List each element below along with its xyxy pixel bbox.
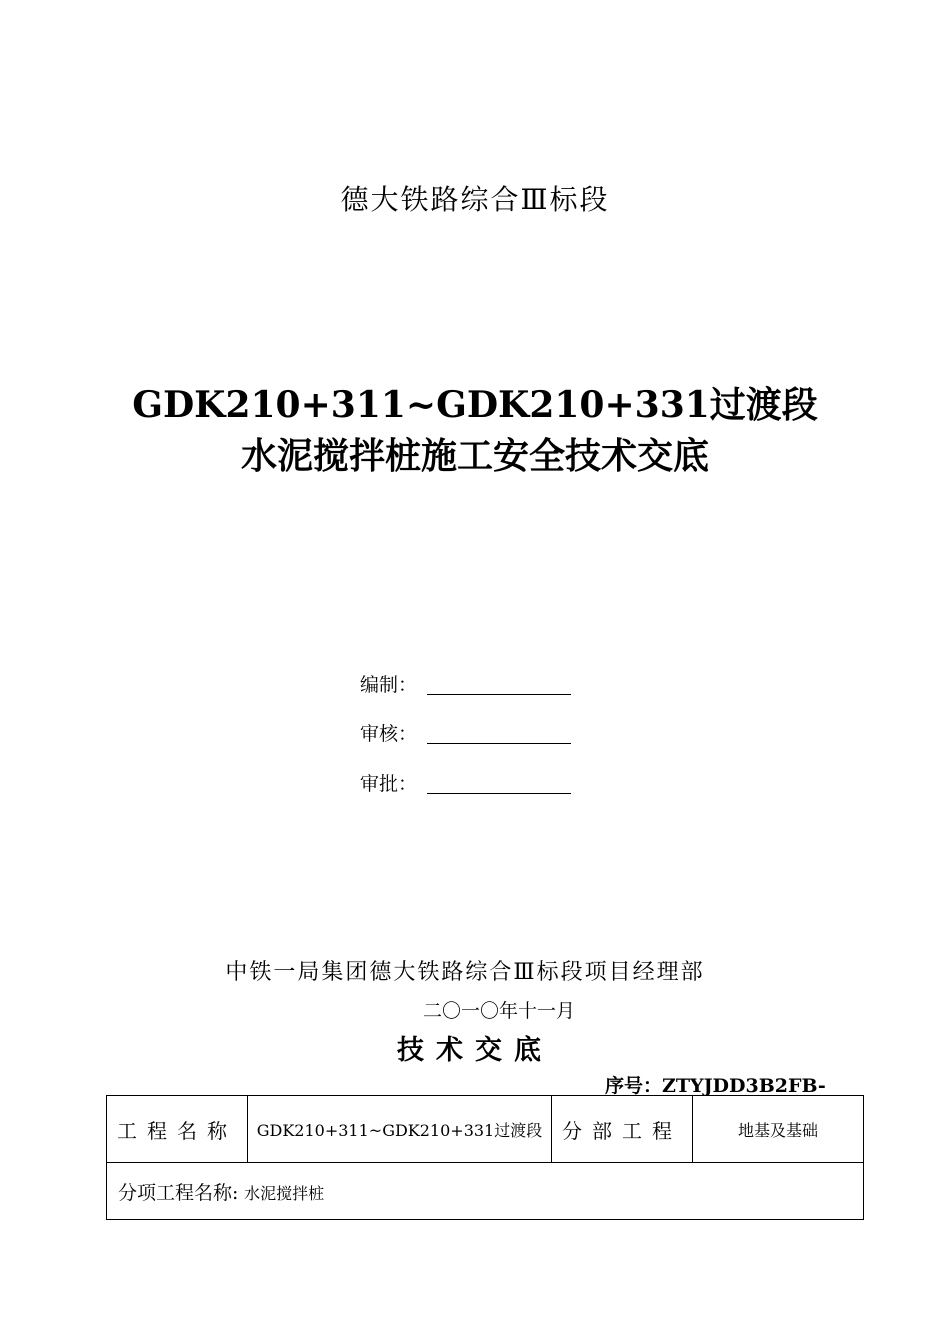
signature-line xyxy=(427,793,571,794)
signature-label: 编制： xyxy=(360,674,418,696)
division-label: 分部工程 xyxy=(552,1096,693,1163)
signature-row-approve xyxy=(360,771,417,797)
signature-line xyxy=(427,694,571,695)
signature-row-compile xyxy=(360,672,417,698)
division-value: 地基及基础 xyxy=(693,1096,864,1163)
subitem-value: 水泥搅拌桩 xyxy=(244,1183,325,1203)
main-title-line2: 水泥搅拌桩施工安全技术交底 xyxy=(240,435,709,477)
info-table xyxy=(106,1095,864,1220)
serial-number: 序号：ZTYJDD3B2FB- xyxy=(605,1075,826,1097)
organization-name: 中铁一局集团德大铁路综合Ⅲ标段项目经理部 xyxy=(225,960,705,985)
table-row xyxy=(107,1096,864,1163)
document-date: 二〇一〇年十一月 xyxy=(423,1000,576,1022)
project-name-value: GDK210+311~GDK210+331过渡段 xyxy=(248,1096,552,1163)
document-type-heading: 技术交底 xyxy=(397,1035,553,1066)
signature-line xyxy=(427,743,571,744)
section-title: 德大铁路综合Ⅲ标段 xyxy=(340,183,610,216)
table-row xyxy=(107,1163,864,1220)
signature-label: 审批： xyxy=(360,773,418,795)
subitem-cell xyxy=(107,1163,864,1220)
signature-row-review xyxy=(360,721,417,747)
project-name-label: 工程名称 xyxy=(107,1096,248,1163)
signature-label: 审核： xyxy=(360,723,418,745)
main-title-line1: GDK210+311~GDK210+331过渡段 xyxy=(132,384,818,426)
subitem-label: 分项工程名称: xyxy=(118,1181,239,1204)
